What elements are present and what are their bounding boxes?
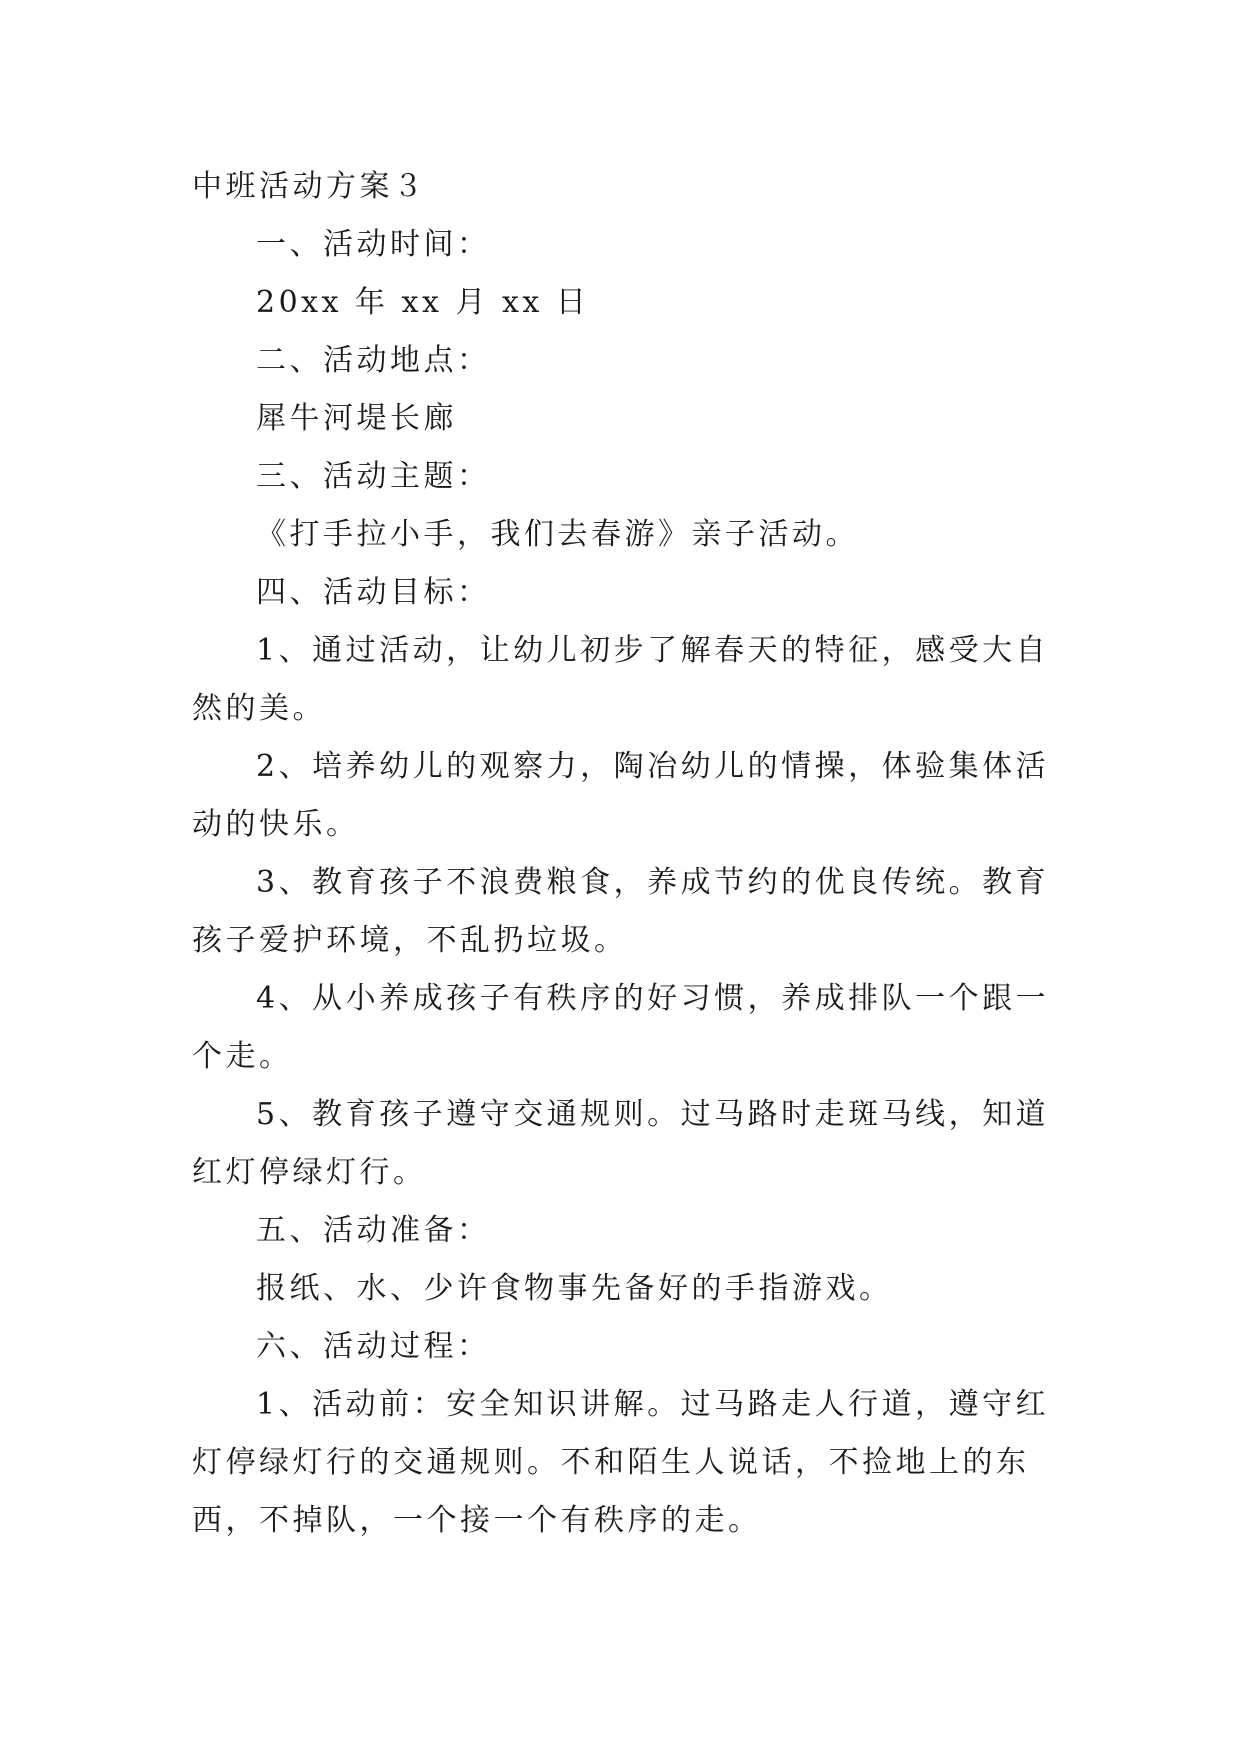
paragraph-activity-goals-heading: 四、活动目标： bbox=[256, 575, 491, 610]
document-body bbox=[192, 158, 1062, 1550]
paragraph-activity-location: 犀牛河堤长廊 bbox=[256, 401, 457, 436]
paragraph-goal-4: 4、从小养成孩子有秩序的好习惯，养成排队一个跟一个走。 bbox=[192, 981, 1050, 1074]
paragraph-process-step-1: 1、活动前：安全知识讲解。过马路走人行道，遵守红灯停绿灯行的交通规则。不和陌生人说话，不捡地上的东西，不掉队，一个接一个有秩序的走。 bbox=[192, 1387, 1050, 1538]
document-title: 中班活动方案３ bbox=[192, 169, 427, 204]
paragraph-activity-theme: 《打手拉小手，我们去春游》亲子活动。 bbox=[256, 517, 859, 552]
paragraph-preparation: 报纸、水、少许食物事先备好的手指游戏。 bbox=[256, 1271, 893, 1306]
paragraph-goal-1: 1、通过活动，让幼儿初步了解春天的特征，感受大自然的美。 bbox=[192, 633, 1050, 726]
paragraph-preparation-heading: 五、活动准备： bbox=[256, 1213, 491, 1248]
paragraph-activity-location-heading: 二、活动地点： bbox=[256, 343, 491, 378]
paragraph-activity-time-heading: 一、活动时间： bbox=[256, 227, 491, 262]
paragraph-goal-3: 3、教育孩子不浪费粮食，养成节约的优良传统。教育孩子爱护环境，不乱扔垃圾。 bbox=[192, 865, 1050, 958]
paragraph-activity-date: 20xx 年 xx 月 xx 日 bbox=[256, 285, 590, 320]
paragraph-goal-5: 5、教育孩子遵守交通规则。过马路时走斑马线，知道红灯停绿灯行。 bbox=[192, 1097, 1050, 1190]
paragraph-process-heading: 六、活动过程： bbox=[256, 1329, 491, 1364]
paragraph-goal-2: 2、培养幼儿的观察力，陶冶幼儿的情操，体验集体活动的快乐。 bbox=[192, 749, 1050, 842]
paragraph-activity-theme-heading: 三、活动主题： bbox=[256, 459, 491, 494]
